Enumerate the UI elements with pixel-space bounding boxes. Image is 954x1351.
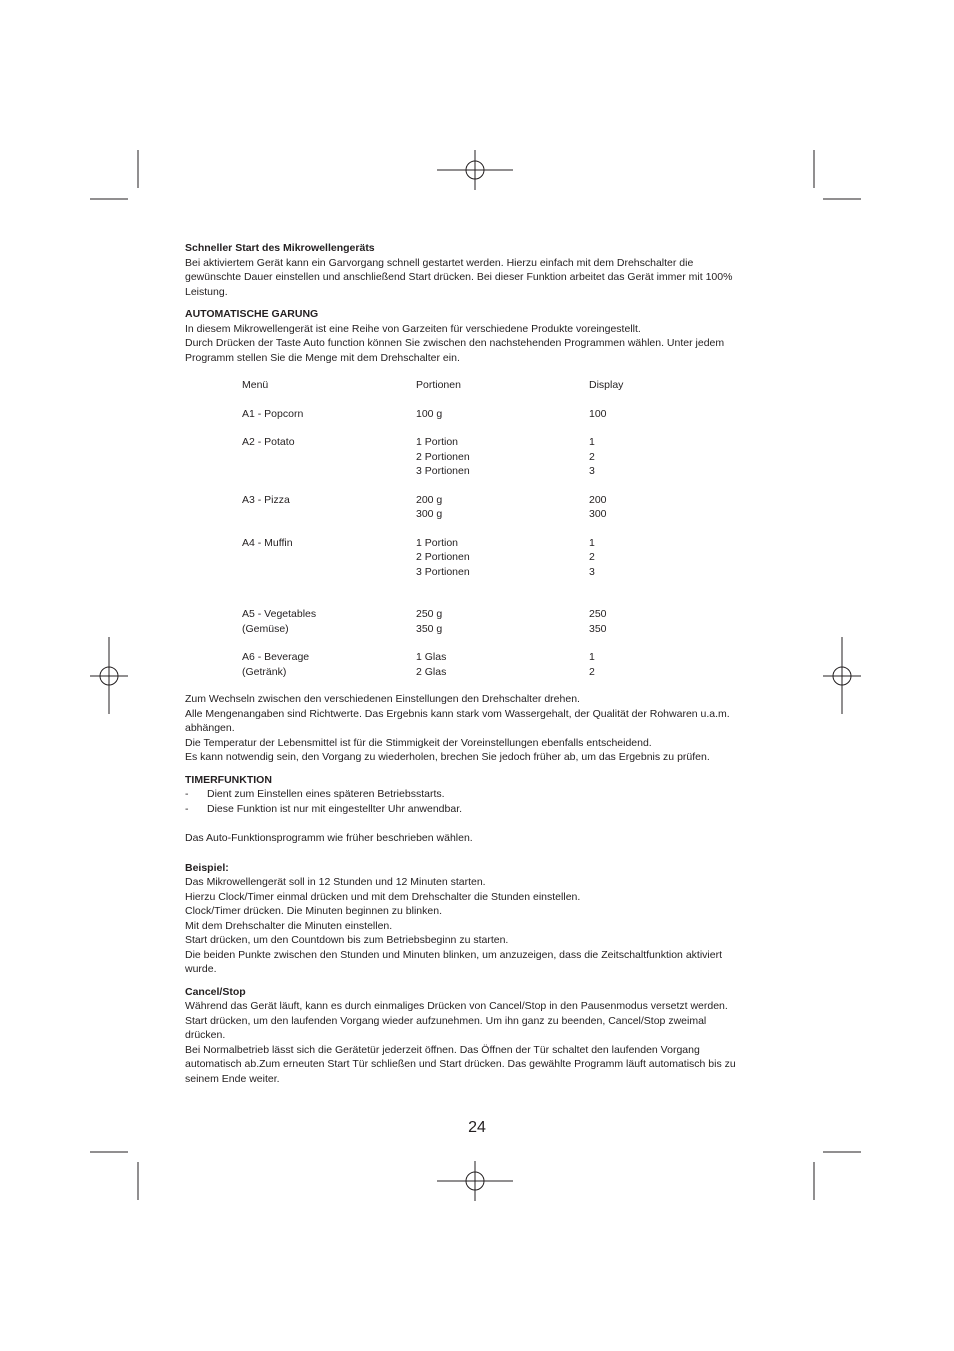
table-row: A1 - Popcorn 100 g 100 — [242, 407, 607, 420]
table-row: 3 Portionen 3 — [416, 465, 595, 477]
notes-paragraph: Zum Wechseln zwischen den verschiedenen Einstellungen den Drehschalter drehen. Alle Mengenangaben sind Richtwerte. Das Ergebnis kann stark vom Wassergehalt, der Qualität der Rohwaren u.a.m. abhängen. Die Temperatur der Lebensmittel ist für die Stimmigkeit der Voreinstellungen ebenfalls entscheidend. Es kann notwendig sein, den Vorgang zu wiederholen, brechen Sie jedoch früher ab, um das Ergebnis zu prüfen. — [185, 693, 730, 763]
table-row: 2 Portionen 2 — [416, 551, 595, 563]
section-title-timer: TIMERFUNKTION — [185, 773, 272, 786]
list-item: - Dient zum Einstellen eines späteren Betriebsstarts. — [185, 788, 445, 800]
table-row: 3 Portionen 3 — [416, 565, 595, 578]
menu-group-a2 — [242, 435, 775, 479]
table-row: A6 - Beverage 1 Glas 1 — [242, 651, 595, 663]
table-row: (Getränk) 2 Glas 2 — [242, 665, 595, 678]
section-body-example: Das Mikrowellengerät soll in 12 Stunden und 12 Minuten starten. Hierzu Clock/Timer einmal drücken und mit dem Drehschalter die Stunden einstellen. Clock/Timer drücken. Die Minuten beginnen zu blinken. Mit dem Drehschalter die Minuten einstellen. Start drücken, um den Countdown bis zum Betriebsbeginn zu starten. Die beiden Punkte zwischen den Stunden und Minuten blinken, um anzuzeigen, dass die Zeitschaltfunktion aktiviert wurde. — [185, 876, 722, 975]
section-body-cancel-stop: Während das Gerät läuft, kann es durch einmaliges Drücken von Cancel/Stop in den Pausenmodus versetzt werden. Start drücken, um den laufenden Vorgang wieder aufzunehmen. Um ihn ganz zu beenden, Cancel/Stop zweimal drücken. Bei Normalbetrieb lässt sich die Gerätetür jederzeit öffnen. Das Öffnen der Tür schaltet den laufenden Vorgang automatisch ab.Zum erneuten Start Tür schließen und Start drücken. Das gewählte Programm läuft automatisch bis zu seinem Ende weiter. — [185, 1000, 736, 1085]
table-row: A3 - Pizza 200 g 200 — [242, 493, 607, 506]
menu-group-a4 — [242, 536, 775, 580]
auto-menu-table — [242, 378, 775, 679]
page-content — [185, 241, 775, 1086]
column-header-display: Display — [589, 379, 624, 391]
timer-auto-program-line: Das Auto-Funktionsprogramm wie früher beschrieben wählen. — [185, 832, 473, 844]
menu-group-a3 — [242, 493, 775, 522]
table-row: 2 Portionen 2 — [416, 450, 595, 463]
menu-group-a6 — [242, 650, 775, 679]
section-title-quick-start: Schneller Start des Mikrowellengeräts — [185, 242, 375, 254]
table-row: A2 - Potato 1 Portion 1 — [242, 436, 595, 448]
table-row: A4 - Muffin 1 Portion 1 — [242, 536, 595, 549]
section-title-example: Beispiel: — [185, 861, 229, 874]
page-number: 24 — [468, 1119, 486, 1136]
section-title-cancel-stop: Cancel/Stop — [185, 985, 246, 998]
table-row: (Gemüse) 350 g 350 — [242, 622, 607, 635]
column-header-portions: Portionen — [416, 379, 461, 391]
section-body-auto-cooking: In diesem Mikrowellengerät ist eine Reihe von Garzeiten für verschiedene Produkte voreingestellt. Durch Drücken der Taste Auto function können Sie zwischen den nachstehenden Programmen wählen. Unter jedem Programm stellen Sie die Menge mit dem Drehschalter ein. — [185, 322, 725, 364]
section-title-auto-cooking: AUTOMATISCHE GARUNG — [185, 308, 319, 320]
table-header-row — [242, 378, 775, 393]
menu-group-a5 — [242, 607, 775, 636]
table-row: 300 g 300 — [416, 508, 607, 520]
section-body-quick-start: Bei aktiviertem Gerät kann ein Garvorgang schnell gestartet werden. Hierzu einfach mit dem Drehschalter die gewünschte Dauer einstellen und anschließend Start drücken. Bei dieser Funktion arbeitet das Gerät immer mit 100% Leistung. — [185, 256, 733, 298]
menu-group-a1 — [242, 407, 775, 422]
table-row: A5 - Vegetables 250 g 250 — [242, 608, 607, 620]
column-header-menu: Menü — [242, 379, 269, 391]
list-item: - Diese Funktion ist nur mit eingestellter Uhr anwendbar. — [185, 802, 463, 815]
